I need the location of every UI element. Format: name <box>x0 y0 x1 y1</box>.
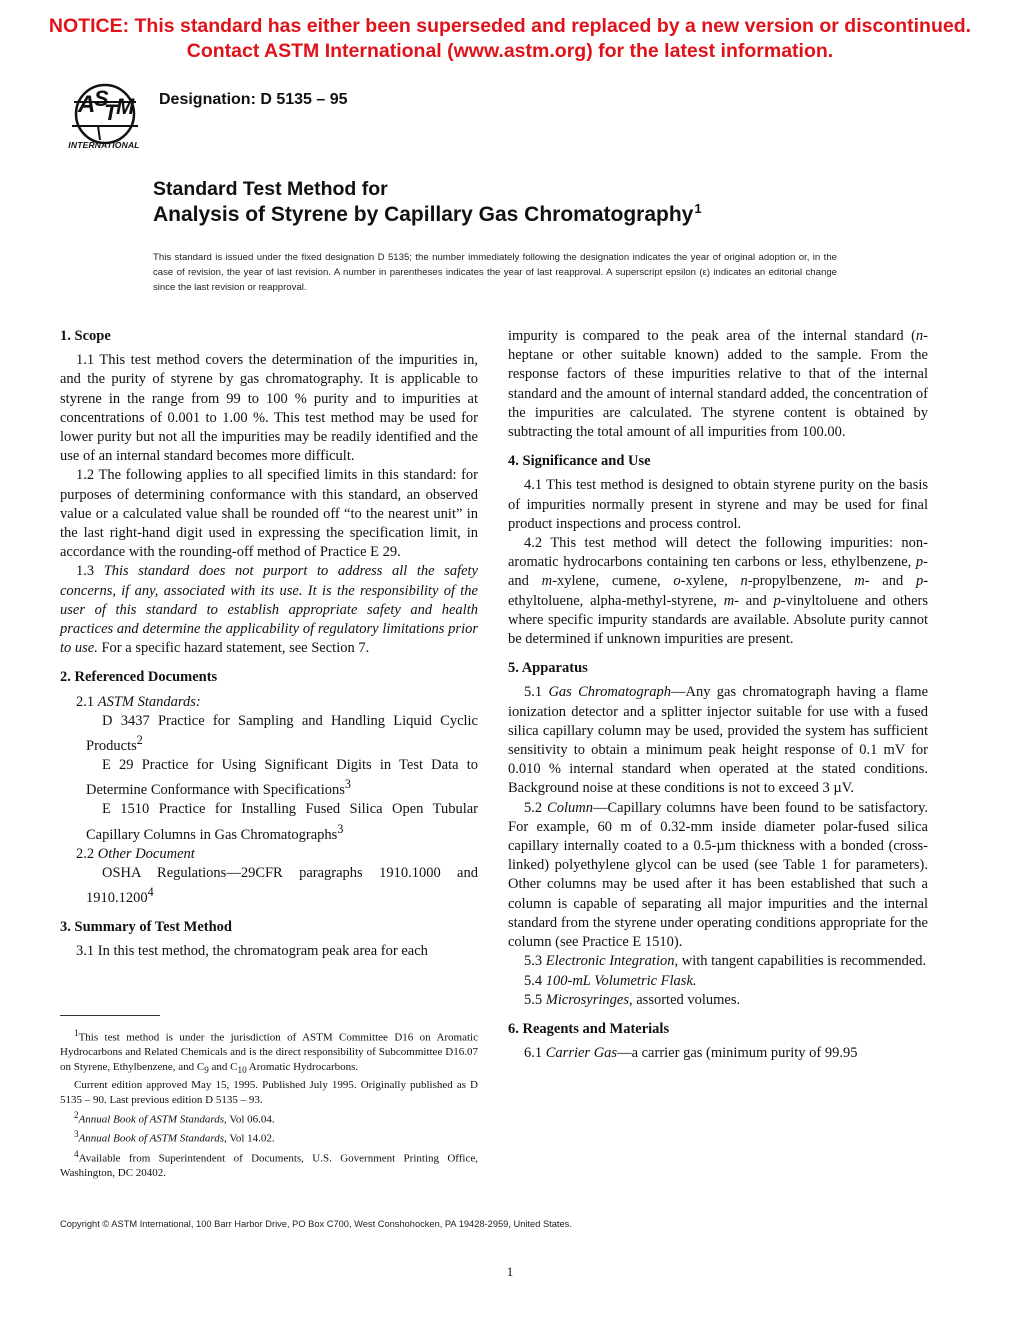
text-run: 10 <box>237 1065 247 1076</box>
term: Microsyringes <box>545 991 629 1008</box>
text-run: -propylbenzene, <box>747 573 855 590</box>
subheading: Other Document <box>97 845 195 862</box>
section-heading-reagents: 6. Reagents and Materials <box>508 1020 670 1037</box>
term: 100-mL Volumetric Flask. <box>545 972 697 989</box>
text-run: m <box>541 573 553 590</box>
paragraph-4-1: 4.1 This test method is designed to obtain styrene purity on the basis of impurities normally present in styrene and may be used for final product inspections and process control. <box>508 477 928 532</box>
svg-text:T: T <box>104 100 118 125</box>
subheading: ASTM Standards: <box>97 693 201 710</box>
text-run: , Vol 06.04. <box>224 1113 275 1126</box>
issuance-statement: This standard is issued under the fixed designation D 5135; the number immediately following the designation indicates the year of original adoption or, in the case of revision, the year of last revision. A number in parentheses indicates the year of last reapproval. A superscript epsilon (ε) indicates an editorial change since the last revision or reapproval. <box>153 252 837 293</box>
text-run: p <box>773 592 781 609</box>
para-number: 2.1 <box>76 693 98 710</box>
text-run: 9 <box>204 1065 209 1076</box>
footnote-marker: 1 <box>74 1028 79 1038</box>
safety-caveat: This standard does not purport to address all the safety concerns, if any, associated with its use. It is the responsibility of the user of this standard to establish appropriate safety and health practices and determine the applicability of regulatory limitations prior to use. <box>60 563 478 657</box>
text-run: Annual Book of ASTM Standards <box>78 1113 225 1126</box>
para-tail: , with tangent capabilities is recommended. <box>674 953 927 970</box>
para-number: 6.1 <box>524 1045 546 1062</box>
reference-e1510 <box>60 800 478 844</box>
svg-text:A: A <box>78 91 96 118</box>
footnote-1 <box>60 1026 478 1078</box>
paragraph-4-2 <box>508 534 928 649</box>
text-run: -xylene, <box>680 573 741 590</box>
para-number: 5.3 <box>524 953 546 970</box>
term: Electronic Integration <box>545 953 675 970</box>
text-run: Available from Superintendent of Documents, U.S. Government Printing Office, Washington, DC 20402. <box>60 1152 478 1180</box>
paragraph-2-2 <box>60 845 478 864</box>
paragraph-5-2 <box>508 799 928 953</box>
paragraph-2-1 <box>60 693 478 712</box>
ref-footnote: 3 <box>337 821 344 836</box>
title-text: Analysis of Styrene by Capillary Gas Chromatography <box>153 203 694 226</box>
ref-footnote: 3 <box>344 777 351 792</box>
ref-text: E 29 Practice for Using Significant Digits in Test Data to Determine Conformance with Specifications <box>86 757 478 799</box>
para-tail: —Capillary columns have been found to be satisfactory. For example, 60 m of 0.32-mm inside diameter polar-fused silica capillary internally coated to a 0.5-µm thickness with a bonded (cross-linked) polyethylene glycol can be used (see Table 1 for parameters). Other columns may be used after it has been established that such a column is capable of separating all major impurities and the internal standard from the styrene under operating conditions appropriate for the column (see Practice E 1510). <box>508 799 929 951</box>
text-run: -vinyltoluene and others where specific impurity standards are available. Absolute purity cannot be determined if unknown impurities are present. <box>508 592 928 648</box>
para-number: 5.2 <box>524 799 548 816</box>
text-run: -xylene, cumene, <box>552 573 674 590</box>
section-heading-scope: 1. Scope <box>60 328 111 344</box>
footnote-marker: 2 <box>74 1109 79 1120</box>
title-footnote-ref: 1 <box>694 201 702 216</box>
logo-label: INTERNATIONAL <box>68 140 140 150</box>
svg-text:S: S <box>94 86 109 111</box>
text-run: 4.2 This test method will detect the following impurities: non-aromatic hydrocarbons containing ten carbons or less, ethylbenzene, <box>508 535 928 571</box>
ref-text: E 1510 Practice for Installing Fused Silica Open Tubular Capillary Columns in Gas Chromatographs <box>86 801 478 843</box>
copyright: Copyright © ASTM International, 100 Barr Harbor Drive, PO Box C700, West Conshohocken, PA 19428-2959, United States. <box>60 1219 572 1229</box>
footnote-marker: 4 <box>74 1148 79 1159</box>
text-run: n <box>740 573 748 590</box>
section-heading-apparatus: 5. Apparatus <box>508 660 588 677</box>
section-heading-summary: 3. Summary of Test Method <box>60 919 232 935</box>
text-run: - and <box>508 554 928 590</box>
svg-text:M: M <box>116 94 135 119</box>
footnote-3 <box>60 1127 478 1146</box>
right-column <box>508 327 928 1063</box>
paragraph-5-1 <box>508 683 928 798</box>
text-run: Annual Book of ASTM Standards <box>78 1132 225 1145</box>
text-run: m <box>723 592 735 609</box>
designation: Designation: D 5135 – 95 <box>159 91 348 108</box>
reference-d3437 <box>60 712 478 756</box>
title-line-2 <box>153 201 702 227</box>
text-run: p <box>915 554 924 571</box>
paragraph-6-1 <box>508 1044 928 1063</box>
para-number: 5.1 <box>524 684 549 701</box>
page-number: 1 <box>506 1264 514 1279</box>
paragraph-3-1-continued <box>508 327 928 442</box>
text-run: - and <box>864 573 916 590</box>
footnote-divider <box>60 1015 160 1016</box>
para-tail: , assorted volumes. <box>628 991 741 1008</box>
notice-line-1: NOTICE: This standard has either been superseded and replaced by a new version or discontinued. <box>48 15 972 37</box>
notice-line-2: Contact ASTM International (www.astm.org) for the latest information. <box>186 40 834 62</box>
paragraph-1-2: 1.2 The following applies to all specified limits in this standard: for purposes of determining conformance with this standard, an observed value or a calculated value shall be rounded off “to the nearest unit” in the last right-hand digit used in expressing the specification limit, in accordance with the rounding-off method of Practice E 29. <box>60 467 478 561</box>
para-tail: —Any gas chromatograph having a flame ionization detector and a splitter injector suitable for use with a fused silica capillary column may be used, provided the system has sufficient sensitivity to obtain a minimum peak height response of 0.1 mV for 0.010 % internal standard when operated at the stated conditions. Background noise at these conditions is not to exceed 3 µV. <box>508 684 929 797</box>
paragraph-1-3 <box>60 562 478 658</box>
para-number: 5.4 <box>524 972 546 989</box>
text-run: -heptane or other suitable known) added to the sample. From the response factors of these impurities relative to that of the internal standard and the amount of internal standard added, the concentration of the impurities are calculated. The styrene content is obtained by subtracting the total amount of all impurities from 100.00. <box>508 328 928 441</box>
section-heading-referenced-documents: 2. Referenced Documents <box>60 669 218 686</box>
text-run: - and <box>734 592 774 609</box>
footnote-4 <box>60 1147 478 1181</box>
text-run: Aromatic Hydrocarbons. <box>246 1061 359 1074</box>
footnotes <box>60 1026 478 1181</box>
text-run: o <box>673 573 681 590</box>
section-heading-significance: 4. Significance and Use <box>508 453 651 470</box>
para-number: 5.5 <box>524 991 546 1008</box>
text-run: , Vol 14.02. <box>224 1132 275 1145</box>
footnote-marker: 3 <box>74 1129 79 1140</box>
para-tail: —a carrier gas (minimum purity of 99.95 <box>617 1045 858 1062</box>
paragraph-5-4 <box>508 972 928 991</box>
text-run: m <box>854 573 865 590</box>
paragraph-5-3 <box>508 952 928 971</box>
reference-osha <box>60 864 478 908</box>
superseded-notice <box>0 14 1020 64</box>
text-run: -ethyltoluene, alpha-methyl-styrene, <box>508 573 929 609</box>
para-number: 2.2 <box>76 845 98 862</box>
footnote-current-edition: Current edition approved May 15, 1995. Published July 1995. Originally published as D 5135 – 90. Last previous edition D 5135 – 93. <box>60 1079 478 1107</box>
footnote-2 <box>60 1108 478 1127</box>
term: Gas Chromatograph <box>548 684 672 701</box>
ref-footnote: 4 <box>147 884 154 899</box>
ref-footnote: 2 <box>136 733 143 748</box>
text-run: impurity is compared to the peak area of the internal standard ( <box>508 328 916 344</box>
left-column <box>60 327 478 961</box>
text-run: n <box>915 328 924 344</box>
term: Carrier Gas <box>545 1045 618 1062</box>
paragraph-1-1: 1.1 This test method covers the determination of the impurities in, and the purity of styrene by gas chromatography. It is applicable to styrene in the range from 99 to 100 % purity and to impurities at concentrations of 0.001 to 1.00 %. This test method may be used for lower purity but not all the impurities may be readily identified and the use of an internal standard becomes more difficult. <box>60 352 478 465</box>
title-line-1: Standard Test Method for <box>153 178 388 200</box>
text-run: This test method is under the jurisdiction of ASTM Committee D16 on Aromatic Hydrocarbons and Related Chemicals and is the direct responsibility of Subcommittee D16.07 on Styrene, Ethylbenzene, and C <box>60 1031 478 1074</box>
reference-e29 <box>60 756 478 800</box>
ref-text: D 3437 Practice for Sampling and Handling Liquid Cyclic Products <box>86 712 478 754</box>
ref-text: OSHA Regulations—29CFR paragraphs 1910.1000 and 1910.1200 <box>86 864 478 906</box>
term: Column <box>547 799 593 816</box>
paragraph-5-5 <box>508 991 928 1010</box>
text-run: and C <box>208 1061 238 1074</box>
text-run: p <box>915 573 924 590</box>
para-tail: For a specific hazard statement, see Section 7. <box>97 640 370 657</box>
paragraph-3-1: 3.1 In this test method, the chromatogram peak area for each <box>76 943 428 960</box>
para-number: 1.3 <box>76 563 104 580</box>
